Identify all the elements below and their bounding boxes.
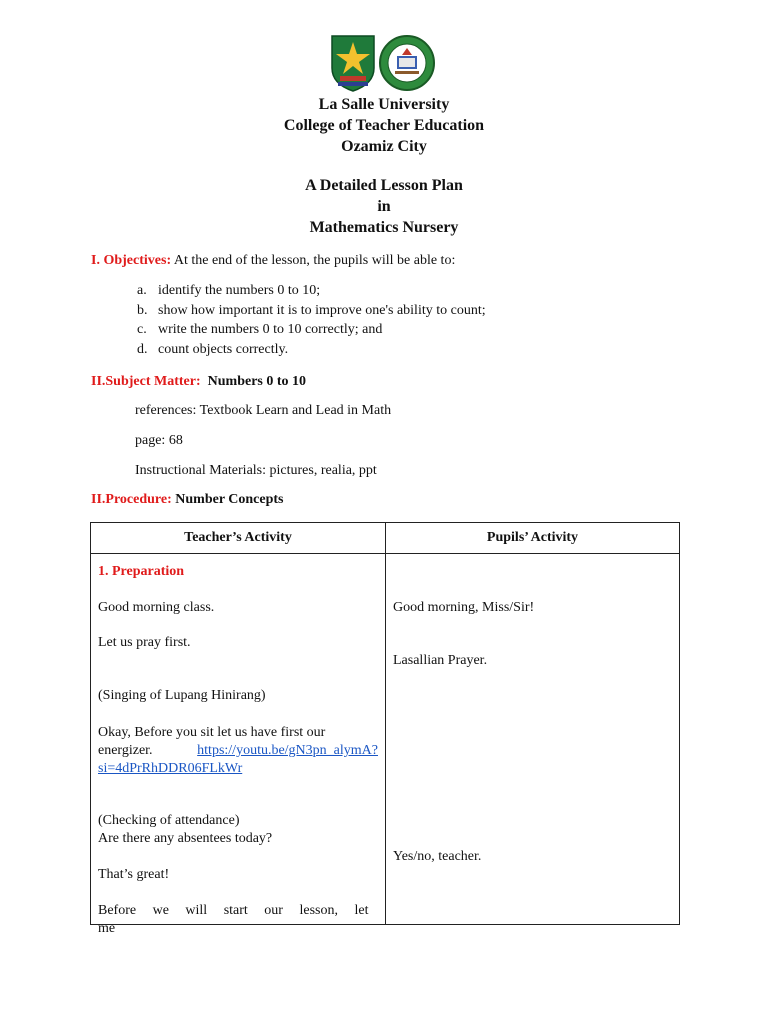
teacher-attendance (98, 812, 378, 848)
list-item-letter: a. (137, 283, 147, 298)
university-name: La Salle University (318, 96, 450, 113)
list-item (137, 340, 677, 360)
list-item-text: identify the numbers 0 to 10; (158, 283, 321, 298)
objectives-intro: At the end of the lesson, the pupils will be able to: (171, 253, 456, 268)
teacher-great: That’s great! (98, 867, 170, 882)
objectives-label: I. Objectives (91, 253, 167, 268)
teacher-start (98, 902, 378, 938)
pupils-activity-cell (386, 554, 680, 925)
list-item-letter: b. (137, 302, 148, 318)
activity-table (90, 522, 680, 936)
procedure-label: II.Procedure (91, 492, 168, 507)
subject-matter-topic: Numbers 0 to 10 (207, 374, 307, 389)
pupils-prayer: Lasallian Prayer. (393, 653, 488, 668)
teacher-activity-header: Teacher’s Activity (91, 523, 386, 554)
list-item-letter: c. (137, 322, 147, 337)
college-seal-logo (378, 34, 436, 92)
list-item-text: write the numbers 0 to 10 correctly; and (158, 322, 383, 337)
subject-matter-heading: II.Subject Matter: Numbers 0 to 10 (91, 374, 307, 389)
references-line: references: Textbook Learn and Lead in Math (135, 403, 392, 418)
start-lesson-text: Before we will start our lesson, let me (98, 903, 369, 936)
objectives-heading: I. Objectives: At the end of the lesson, the pupils will be able to: (91, 253, 456, 268)
preparation-section-label: 1. Preparation (98, 564, 185, 579)
page-line: page: 68 (135, 433, 183, 448)
materials-line: Instructional Materials: pictures, realia, ppt (135, 463, 377, 478)
table-header-row (91, 523, 680, 554)
pupils-activity-header: Pupils’ Activity (386, 523, 680, 554)
teacher-activity-cell (91, 554, 386, 936)
institution-header (0, 94, 768, 157)
list-item-text: count objects correctly. (158, 341, 289, 357)
title-line-1: A Detailed Lesson Plan (305, 177, 463, 194)
city-name: Ozamiz City (341, 138, 427, 155)
energizer-video-link-cont[interactable]: si=4dPrRhDDR06FLkWr (98, 761, 243, 776)
table-row (91, 554, 680, 925)
title-line-2: in (377, 198, 391, 215)
teacher-greeting: Good morning class. (98, 600, 215, 615)
procedure-heading: II.Procedure: Number Concepts (91, 492, 284, 507)
pupils-greeting: Good morning, Miss/Sir! (393, 600, 535, 615)
list-item (137, 320, 677, 340)
teacher-singing: (Singing of Lupang Hinirang) (98, 688, 266, 703)
energizer-line-2: energizer. (98, 743, 153, 758)
college-name: College of Teacher Education (283, 117, 485, 134)
document-title (0, 175, 768, 238)
list-item-letter: d. (137, 341, 148, 357)
teacher-pray: Let us pray first. (98, 635, 191, 650)
pupils-answer: Yes/no, teacher. (393, 849, 482, 864)
energizer-video-link[interactable]: https://youtu.be/gN3pn_alymA? (197, 743, 378, 758)
energizer-line-1: Okay, Before you sit let us have first our (98, 725, 326, 740)
subject-matter-label: II.Subject Matter (91, 374, 196, 389)
procedure-topic: Number Concepts (175, 492, 284, 507)
list-item (137, 281, 677, 301)
attendance-note: (Checking of attendance) (98, 813, 240, 828)
list-item-text: show how important it is to improve one's ability to count; (158, 302, 486, 318)
absentees-question: Are there any absentees today? (98, 831, 273, 846)
logos (0, 34, 768, 92)
teacher-energizer (98, 724, 378, 778)
objectives-list (137, 281, 677, 359)
list-item (137, 301, 677, 321)
title-line-3: Mathematics Nursery (309, 219, 459, 236)
la-salle-shield-logo (330, 34, 376, 92)
